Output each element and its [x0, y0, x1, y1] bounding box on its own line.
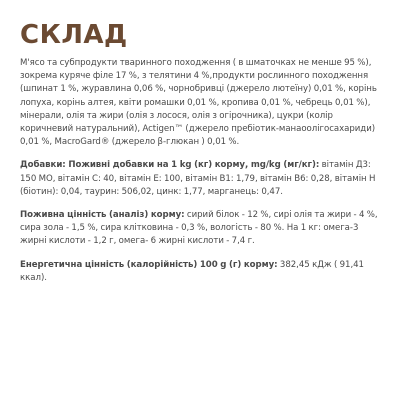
nutrition-label: Поживна цінність (аналіз) корму:: [20, 210, 185, 221]
nutrition-text: сирий білок - 12 %, сирі олія та жири - 4 %, сира зола - 1,5 %, сира клітковина - 0,3 %, вологість - 80 %. На 1 кг: омега-3 жирні кислоти - 1,2 г, омега- 6 жирні кислоти - 7,4 г.: [20, 210, 378, 247]
additives-text: вітамін Д3: 150 МО, вітамін С: 40, вітамін Е: 100, вітамін В1: 1,79, вітамін В6: 0,28, вітамін Н (біотин): 0,04, таурин: 506,02, цинк: 1,77, марганець: 0,47.: [20, 160, 376, 197]
page-title: СКЛАД: [20, 20, 128, 50]
additives-label: Добавки: Поживні добавки на 1 kg (кг) корму, mg/kg (мг/кг):: [20, 160, 320, 171]
composition-paragraph: М'ясо та субпродукти тваринного походження ( в шматочках не менше 95 %), зокрема куряче філе 17 %, з телятини 4 %,продукти рослинного походження (шпинат 1 %, журавлина 0,06 %, чорнобривці (джерело лютеїну) 0,01 %, корінь лопуха, корінь алтея, квіти ромашки 0,01 %, кропива 0,01 %, чебрець 0,01 %), мінерали, олія та жири (олія з лосося, олія з огірочника), цукри (колір коричневий натуральний), Actigen™ (джерело пребіотик-манаоолігосахариди) 0,01 %, MacroGard® (джерело β-глюкан ) 0,01 %.: [20, 58, 377, 148]
product-composition-page: [20, 20, 380, 285]
nutrition-paragraph: [20, 209, 380, 249]
energy-paragraph: [20, 259, 380, 285]
additives-paragraph: [20, 159, 380, 199]
energy-text: 382,45 кДж ( 91,41 ккал).: [20, 259, 364, 283]
energy-label: Енергетична цінність (калорійність) 100 g (г) корму:: [20, 259, 278, 270]
